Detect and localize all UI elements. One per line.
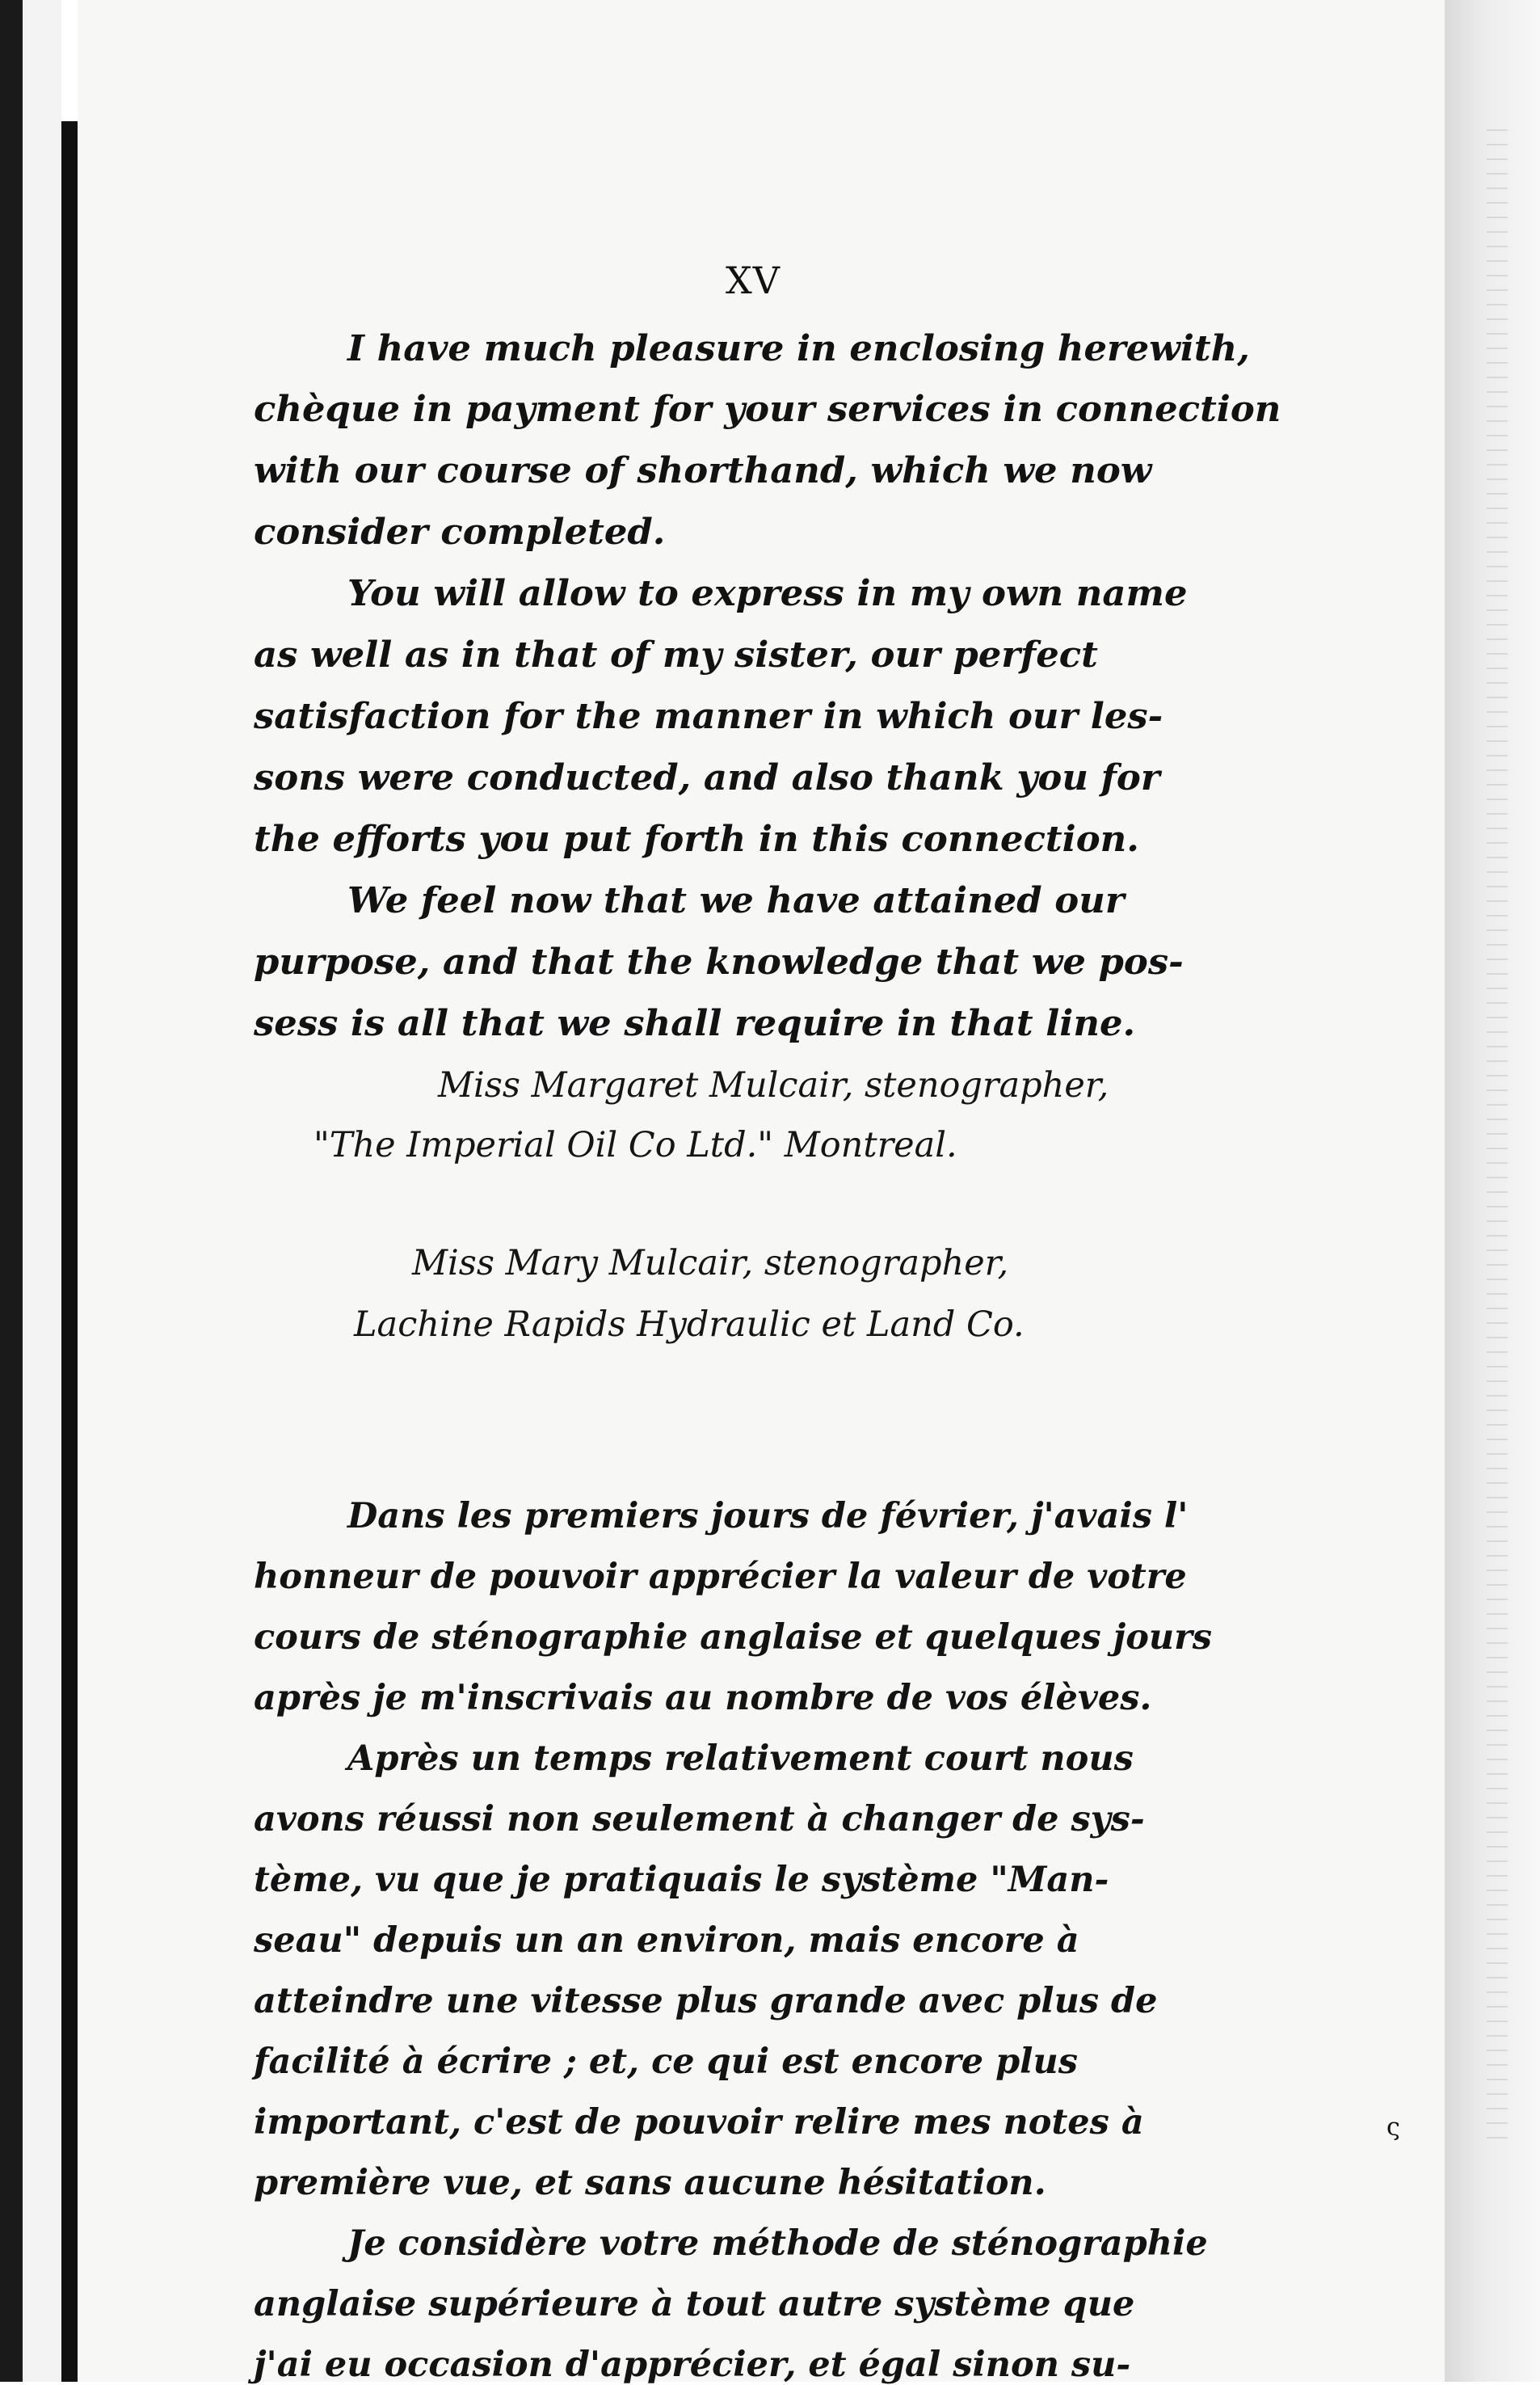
english-line: I have much pleasure in enclosing herewith,	[347, 328, 1250, 369]
english-line: as well as in that of my sister, our perfect	[254, 634, 1098, 676]
french-line: tème, vu que je pratiquais le système "Man-	[254, 1860, 1109, 1900]
signature-line: Lachine Rapids Hydraulic et Land Co.	[354, 1304, 1025, 1345]
french-line: cours de sténographie anglaise et quelques jours	[254, 1617, 1213, 1658]
french-line: seau" depuis un an environ, mais encore à	[254, 1920, 1079, 1961]
french-line: honneur de pouvoir apprécier la valeur de votre	[254, 1557, 1187, 1597]
french-line: après je m'inscrivais au nombre de vos élèves.	[254, 1678, 1152, 1718]
signature-line: "The Imperial Oil Co Ltd." Montreal.	[313, 1125, 957, 1165]
english-line: chèque in payment for your services in connection	[254, 389, 1281, 430]
french-line: important, c'est de pouvoir relire mes notes à	[254, 2102, 1144, 2143]
english-line: purpose, and that the knowledge that we pos-	[254, 942, 1184, 983]
english-line: the efforts you put forth in this connection.	[254, 819, 1139, 860]
english-line: consider completed.	[254, 512, 666, 553]
french-line: Je considère votre méthode de sténographie	[347, 2223, 1208, 2264]
french-line: Après un temps relativement court nous	[347, 1738, 1134, 1779]
english-line: We feel now that we have attained our	[347, 880, 1125, 921]
english-line: sess is all that we shall require in that line.	[254, 1003, 1136, 1044]
english-line: sons were conducted, and also thank you for	[254, 757, 1160, 799]
page-corner-mark: ς	[1386, 2113, 1400, 2142]
french-line: anglaise supérieure à tout autre système que	[254, 2284, 1135, 2324]
english-line: You will allow to express in my own name	[347, 573, 1188, 614]
french-line: j'ai eu occasion d'apprécier, et égal sinon su-	[254, 2345, 1131, 2385]
signature-line: Miss Margaret Mulcair, stenographer,	[438, 1065, 1109, 1106]
page-number: XV	[726, 259, 781, 302]
french-line: atteindre une vitesse plus grande avec plus de	[254, 1981, 1158, 2021]
french-line: facilité à écrire ; et, ce qui est encore plus	[254, 2042, 1078, 2082]
french-line: première vue, et sans aucune hésitation.	[254, 2163, 1046, 2203]
french-line: avons réussi non seulement à changer de sys-	[254, 1799, 1145, 1839]
english-line: with our course of shorthand, which we now	[254, 450, 1152, 491]
english-line: satisfaction for the manner in which our les-	[254, 696, 1163, 737]
french-line: Dans les premiers jours de février, j'avais l'	[347, 1496, 1189, 1536]
signature-line: Miss Mary Mulcair, stenographer,	[412, 1243, 1009, 1283]
